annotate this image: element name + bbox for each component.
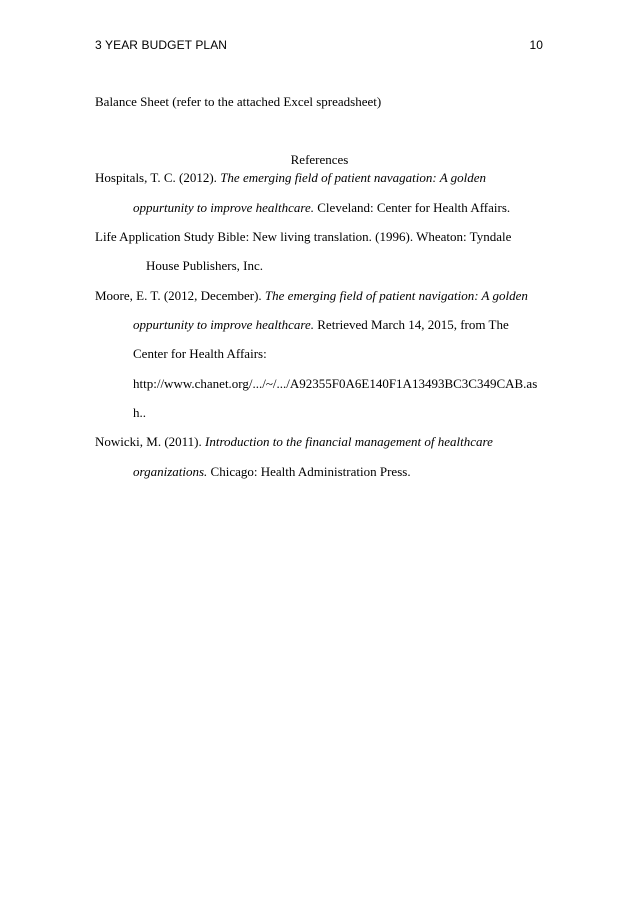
reference-title: The emerging field of patient navigation: A golden xyxy=(264,288,528,303)
reference-publisher: Chicago: Health Administration Press. xyxy=(207,464,411,479)
reference-line xyxy=(95,434,493,450)
reference-line xyxy=(95,229,511,245)
reference-title: organizations. xyxy=(133,464,208,479)
reference-title: Introduction to the financial management of healthcare xyxy=(205,434,493,449)
reference-line xyxy=(146,258,263,274)
running-head: 3 YEAR BUDGET PLAN xyxy=(95,38,228,52)
reference-text: Life Application Study Bible: New living translation. (1996). Wheaton: Tyndale xyxy=(95,229,512,244)
reference-line xyxy=(95,288,528,304)
page-number: 10 xyxy=(529,38,543,52)
reference-author: Hospitals, T. C. (2012). xyxy=(95,170,221,185)
reference-line xyxy=(133,346,267,362)
reference-line xyxy=(133,376,537,392)
reference-url[interactable]: http://www.chanet.org/.../~/.../A92355F0A6E140F1A13493BC3C349CAB.as xyxy=(133,376,538,391)
references-heading: References xyxy=(290,152,349,167)
reference-line xyxy=(133,464,411,480)
reference-line xyxy=(133,317,509,333)
balance-sheet-note: Balance Sheet (refer to the attached Excel spreadsheet) xyxy=(95,94,382,109)
reference-url-tail: h.. xyxy=(133,405,146,420)
reference-line xyxy=(133,200,510,216)
reference-title: oppurtunity to improve healthcare. xyxy=(133,317,315,332)
reference-title: The emerging field of patient navagation: A golden xyxy=(220,170,487,185)
reference-title: oppurtunity to improve healthcare. xyxy=(133,200,315,215)
reference-publisher: Cleveland: Center for Health Affairs. xyxy=(314,200,511,215)
reference-retrieval: Retrieved March 14, 2015, from The xyxy=(314,317,509,332)
page-header xyxy=(95,38,543,56)
reference-line xyxy=(95,170,486,186)
reference-author: Moore, E. T. (2012, December). xyxy=(95,288,265,303)
reference-source: Center for Health Affairs: xyxy=(133,346,267,361)
reference-publisher: House Publishers, Inc. xyxy=(146,258,263,273)
reference-line xyxy=(133,405,146,421)
reference-author: Nowicki, M. (2011). xyxy=(95,434,206,449)
